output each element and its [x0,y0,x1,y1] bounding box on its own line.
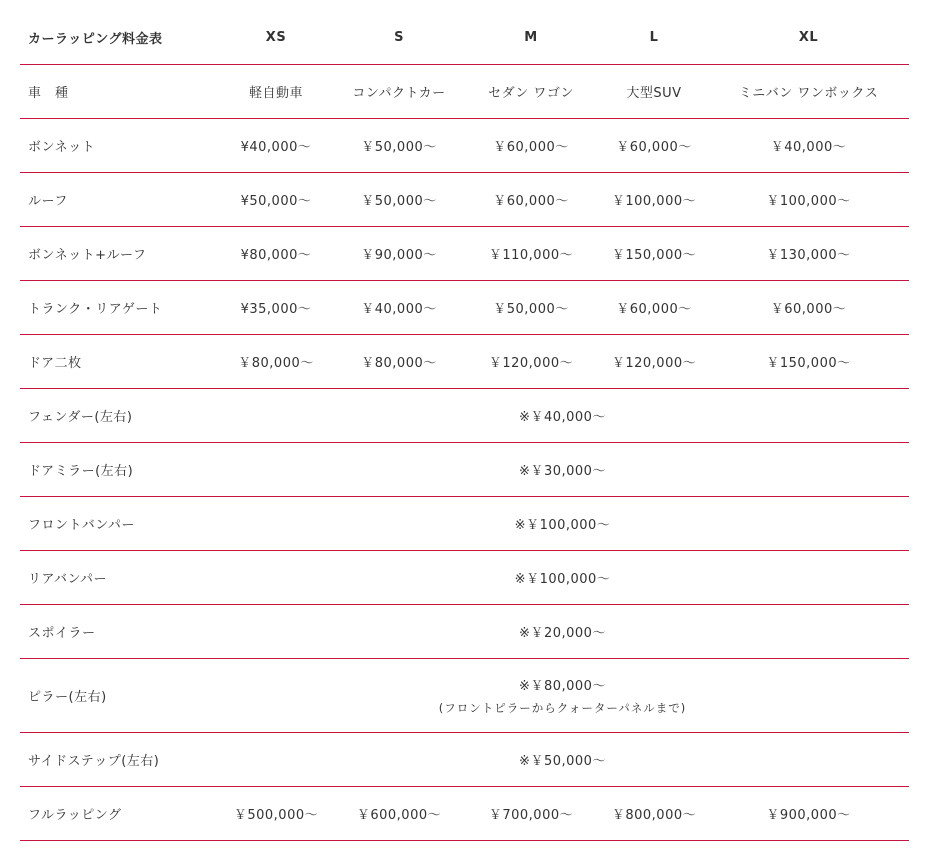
price-cell: ￥60,000〜 [708,281,909,335]
price-cell: ￥900,000〜 [708,787,909,841]
price-cell: ￥110,000〜 [462,227,600,281]
size-m: M [462,11,600,65]
size-xl: XL [708,11,909,65]
part-label: ボンネット+ルーフ [20,227,216,281]
price-cell: ※￥50,000〜 [216,733,909,787]
vehicle-type: 大型SUV [600,65,708,119]
price-cell: ￥40,000〜 [336,281,462,335]
vehicle-type-row [20,65,909,119]
price-cell: ￥500,000〜 [216,787,336,841]
price-cell: ￥150,000〜 [708,335,909,389]
vehicle-type: セダン ワゴン [462,65,600,119]
vehicle-type-label: 車 種 [20,65,216,119]
price-cell: ¥80,000〜 [216,227,336,281]
size-l: L [600,11,708,65]
price-cell: ￥120,000〜 [600,335,708,389]
price-cell: ※￥20,000〜 [216,605,909,659]
table-row [20,227,909,281]
table-row [20,497,909,551]
table-header-row [20,11,909,65]
vehicle-type: ミニバン ワンボックス [708,65,909,119]
price-cell: ※￥100,000〜 [216,497,909,551]
table-row [20,281,909,335]
size-s: S [336,11,462,65]
part-label: スポイラー [20,605,216,659]
price-cell: ￥50,000〜 [462,281,600,335]
table-row [20,787,909,841]
price-cell: ¥40,000〜 [216,119,336,173]
table-row [20,443,909,497]
price-cell: ￥120,000〜 [462,335,600,389]
table-row [20,119,909,173]
price-cell: ¥35,000〜 [216,281,336,335]
table-row [20,389,909,443]
table-title: カーラッピング料金表 [20,11,216,65]
price-cell: ￥150,000〜 [600,227,708,281]
price-cell: ￥50,000〜 [336,119,462,173]
table-row [20,605,909,659]
table-row [20,173,909,227]
price-cell: ¥50,000〜 [216,173,336,227]
price-cell: ￥130,000〜 [708,227,909,281]
price-cell: ￥100,000〜 [600,173,708,227]
price-cell: ※￥40,000〜 [216,389,909,443]
table-row [20,335,909,389]
part-label: フルラッピング [20,787,216,841]
price-cell: ※￥30,000〜 [216,443,909,497]
price-cell: ￥600,000〜 [336,787,462,841]
pillar-note: (フロントピラーからクォーターパネルまで) [438,701,687,715]
price-cell: ￥100,000〜 [708,173,909,227]
price-cell: ￥50,000〜 [336,173,462,227]
table-row [20,733,909,787]
price-cell: ￥80,000〜 [336,335,462,389]
price-cell: ￥40,000〜 [708,119,909,173]
price-cell [216,659,909,733]
pillar-price: ※￥80,000〜 [519,679,606,694]
part-label: サイドステップ(左右) [20,733,216,787]
price-cell: ￥60,000〜 [600,119,708,173]
part-label: ボンネット [20,119,216,173]
price-cell: ￥700,000〜 [462,787,600,841]
vehicle-type: 軽自動車 [216,65,336,119]
part-label: ルーフ [20,173,216,227]
table-row [20,551,909,605]
price-cell: ※￥100,000〜 [216,551,909,605]
size-xs: XS [216,11,336,65]
table-row [20,659,909,733]
price-cell: ￥60,000〜 [462,173,600,227]
price-table [20,11,909,841]
part-label: フロントバンパー [20,497,216,551]
part-label: フェンダー(左右) [20,389,216,443]
part-label: トランク・リアゲート [20,281,216,335]
part-label: ドア二枚 [20,335,216,389]
price-cell: ￥90,000〜 [336,227,462,281]
price-cell: ￥80,000〜 [216,335,336,389]
price-cell: ￥60,000〜 [600,281,708,335]
vehicle-type: コンパクトカー [336,65,462,119]
price-cell: ￥800,000〜 [600,787,708,841]
price-cell: ￥60,000〜 [462,119,600,173]
part-label: リアバンパー [20,551,216,605]
part-label: ドアミラー(左右) [20,443,216,497]
part-label: ピラー(左右) [20,659,216,733]
